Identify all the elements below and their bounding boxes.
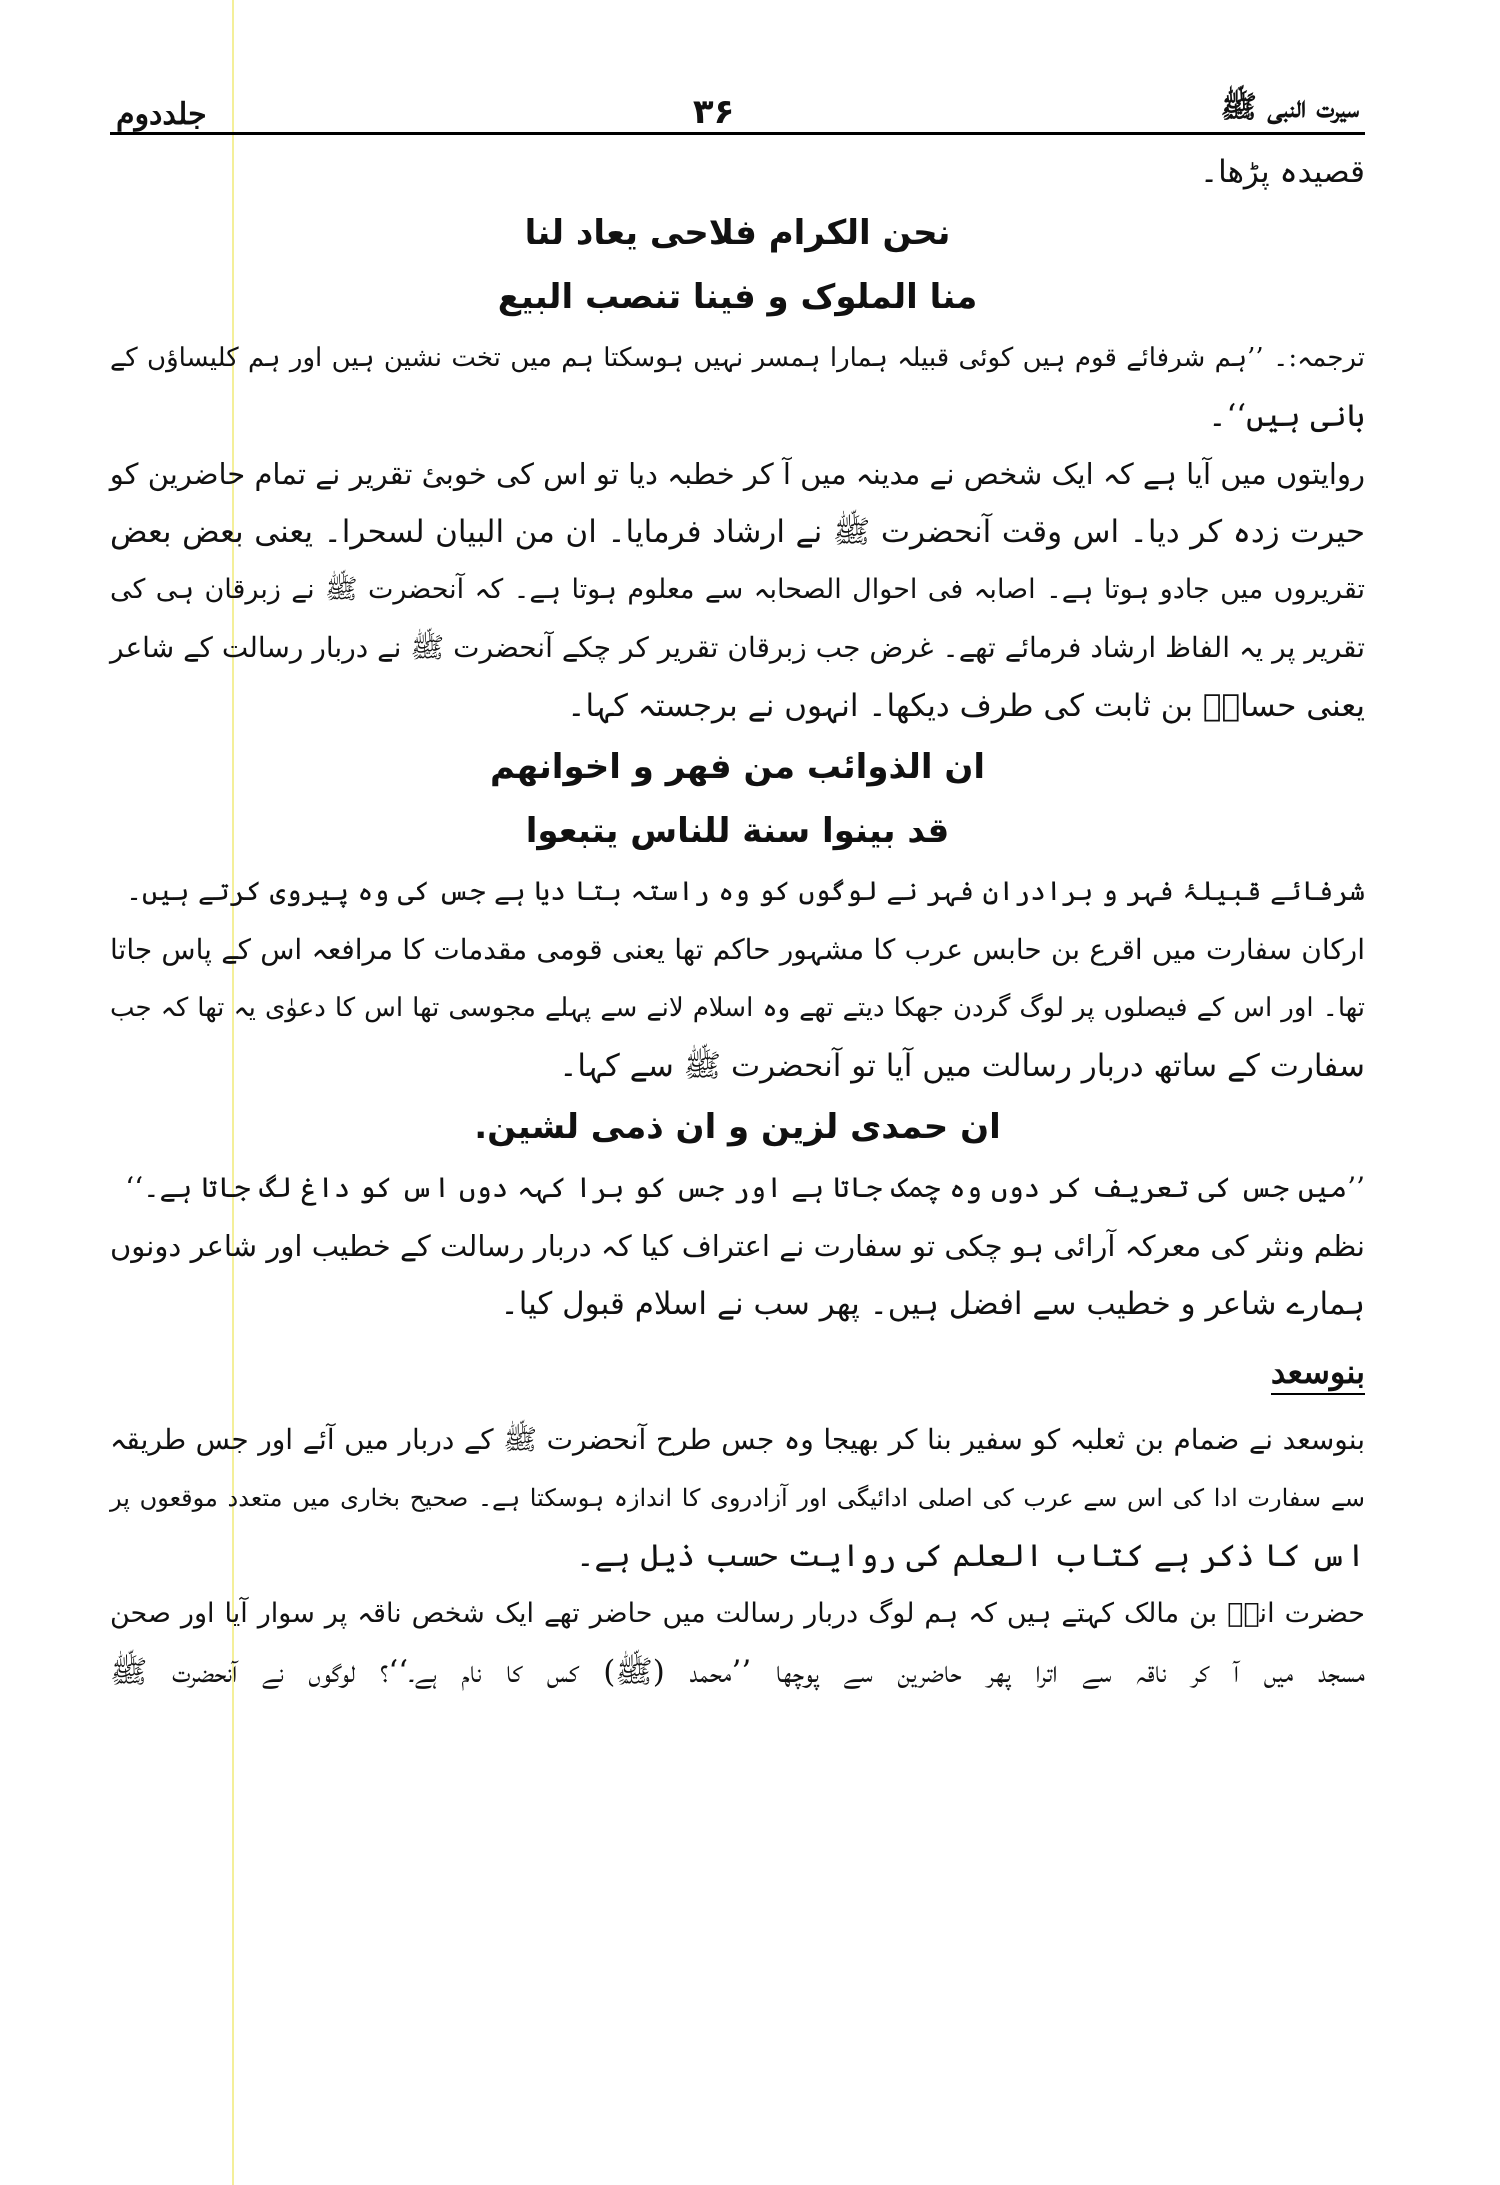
text-line: تقریر پر یہ الفاظ ارشاد فرمائے تھے۔ غرض جب زبرقان تقریر کر چکے آنحضرت ﷺ نے دربار رسالت کے شاعر — [110, 631, 1365, 664]
arabic-verse: قد بينوا سنة للناس يتبعوا — [525, 811, 950, 851]
text-line: مسجد میں آ کر ناقہ سے اترا پھر حاضرین سے پوچھا ’’محمد (ﷺ) کس کا نام ہے۔‘‘؟ لوگوں نے آنحضرت ﷺ — [110, 1654, 1365, 1690]
page-number: ۳۶ — [692, 92, 735, 132]
text-line: سفارت کے ساتھ دربار رسالت میں آیا تو آنحضرت ﷺ سے کہا۔ — [559, 1048, 1365, 1084]
text-line: بانی ہیں‘‘۔ — [1208, 398, 1365, 434]
text-line: روایتوں میں آیا ہے کہ ایک شخص نے مدینہ میں آ کر خطبہ دیا تو اس کی خوبیٔ تقریر نے تمام حاضرین کو — [109, 457, 1365, 491]
arabic-verse: ان حمدی لزين و ان ذمی لشين. — [474, 1107, 1001, 1147]
section-heading-text: بنوسعد — [1271, 1353, 1365, 1395]
text-line: نظم ونثر کی معرکہ آرائی ہو چکی تو سفارت نے اعتراف کیا کہ دربار رسالت کے خطیب اور شاعر دونوں — [110, 1229, 1365, 1263]
book-page — [110, 70, 1365, 1701]
text-line: اس کا ذکر ہے کتاب العلم کی روایت حسب ذیل ہے۔ — [576, 1538, 1365, 1574]
text-line: سے سفارت ادا کی اس سے عرب کی اصلی ادائیگی اور آزادروی کا اندازہ ہوسکتا ہے۔ صحیح بخاری میں متعدد موقعوں پر — [110, 1484, 1365, 1512]
section-heading — [110, 1343, 1365, 1401]
text-line: یعنی حسانؓ بن ثابت کی طرف دیکھا۔ انہوں نے برجستہ کہا۔ — [567, 688, 1365, 724]
text-line: حیرت زدہ کر دیا۔ اس وقت آنحضرت ﷺ نے ارشاد فرمایا۔ ان من البيان لسحرا۔ یعنی بعض بعض — [110, 514, 1365, 550]
text-line: بنوسعد نے ضمام بن ثعلبہ کو سفیر بنا کر بھیجا وہ جس طرح آنحضرت ﷺ کے دربار میں آئے اور جس طریقہ — [110, 1423, 1365, 1456]
arabic-verse: نحن الكرام فلاحی يعاد لنا — [524, 213, 951, 253]
arabic-verse: منا الملوک و فينا تنصب البيع — [497, 277, 978, 317]
book-title: سیرت النبی ﷺ — [1220, 90, 1359, 125]
text-line: ہمارے شاعر و خطیب سے افضل ہیں۔ پھر سب نے اسلام قبول کیا۔ — [500, 1286, 1365, 1322]
volume-label: جلددوم — [116, 97, 207, 132]
text-line: ترجمہ:۔ ’’ہم شرفائے قوم ہیں کوئی قبیلہ ہمارا ہمسر نہیں ہوسکتا ہم میں تخت نشین ہیں اور ہم کلیساؤں کے — [110, 343, 1365, 373]
text-line: ’’میں جس کی تعریف کر دوں وہ چمک جاتا ہے اور جس کو برا کہہ دوں اس کو داغ لگ جاتا ہے۔‘‘ — [125, 1171, 1365, 1204]
text-line: حضرت انسؓ بن مالک کہتے ہیں کہ ہم لوگ دربار رسالت میں حاضر تھے ایک شخص ناقہ پر سوار آیا اور صحن — [110, 1598, 1365, 1629]
page-header — [110, 70, 1365, 135]
arabic-verse: ان الذوائب من فهر و اخوانهم — [489, 747, 986, 787]
text-line: قصیدہ پڑھا۔ — [1199, 154, 1365, 190]
text-line: ارکان سفارت میں اقرع بن حابس عرب کا مشہور حاکم تھا یعنی قومی مقدمات کا مرافعہ اس کے پاس جاتا — [110, 933, 1365, 966]
text-line: شرفائے قبیلۂ فہر و برادرانِ فہر نے لوگوں کو وہ راستہ بتا دیا ہے جس کی وہ پیروی کرتے ہیں۔ — [126, 876, 1365, 907]
text-line: تقریروں میں جادو ہوتا ہے۔ اصابہ فی احوال الصحابہ سے معلوم ہوتا ہے۔ کہ آنحضرت ﷺ نے زبرقان ہی کی — [110, 574, 1365, 605]
text-line: تھا۔ اور اس کے فیصلوں پر لوگ گردن جھکا دیتے تھے وہ اسلام لانے سے پہلے مجوسی تھا اس کا دعوٰی یہ تھا کہ جب — [110, 993, 1365, 1023]
